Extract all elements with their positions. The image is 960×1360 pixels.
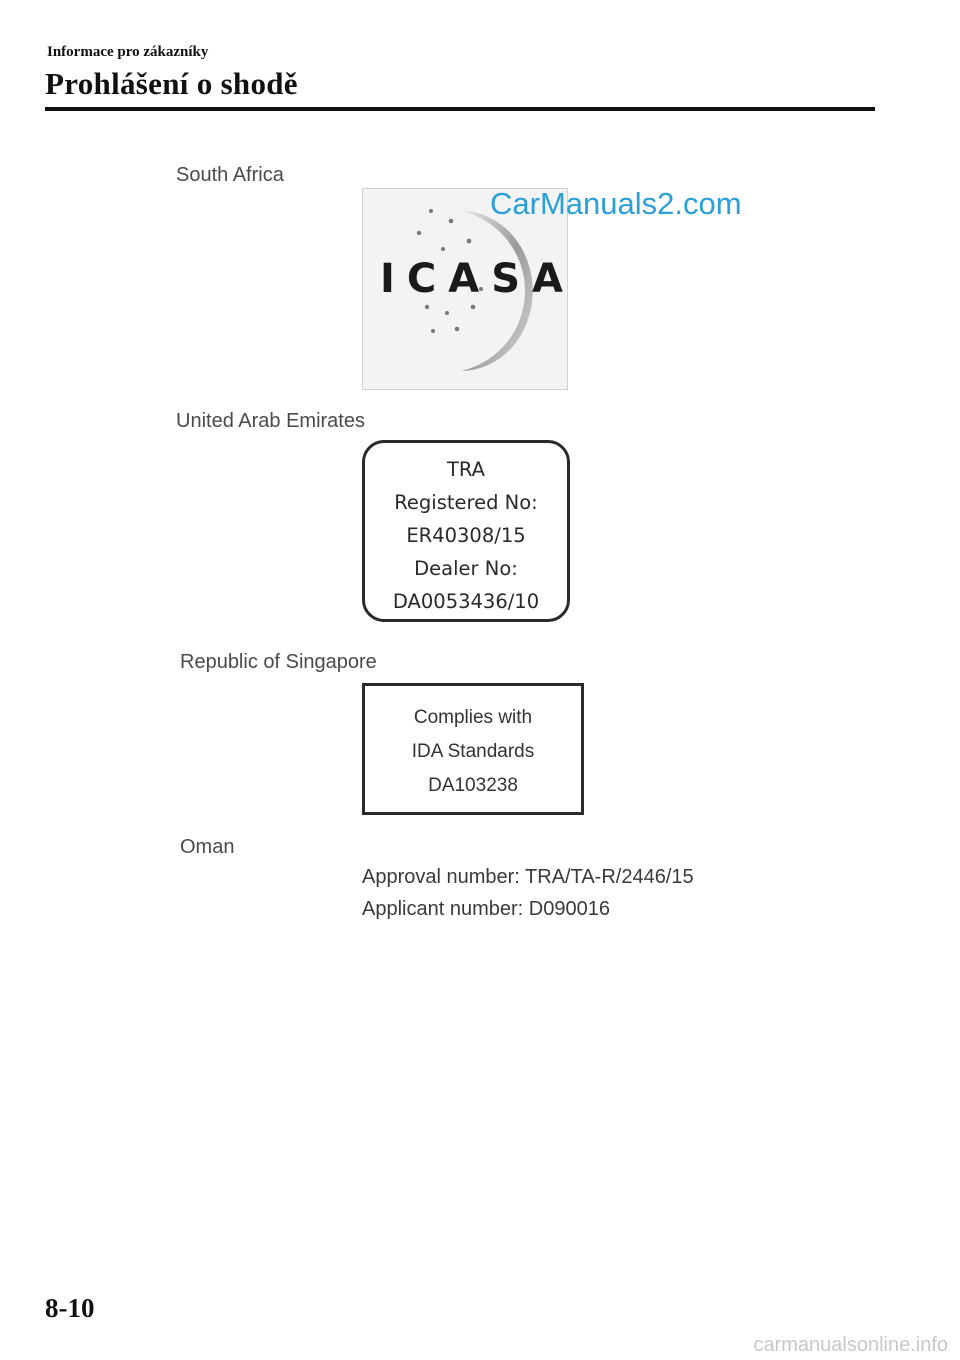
carmanuals-watermark: CarManuals2.com [490,186,742,221]
oman-applicant-number: Applicant number: D090016 [362,898,610,920]
icasa-logo-wordmark: ICASA [380,256,575,302]
tra-line: Registered No: [394,491,538,514]
country-label-oman: Oman [180,836,235,858]
tra-line: ER40308/15 [406,524,526,547]
ida-line: IDA Standards [411,741,535,762]
oman-approval-number: Approval number: TRA/TA-R/2446/15 [362,866,694,888]
country-label-singapore: Republic of Singapore [180,651,377,673]
tra-registration-box [362,440,570,622]
tra-line: TRA [446,458,485,481]
country-label-uae: United Arab Emirates [176,410,365,432]
ida-line: DA103238 [428,775,518,796]
page-number: 8-10 [45,1293,95,1323]
country-label-south-africa: South Africa [176,164,284,186]
tra-line: Dealer No: [414,557,518,580]
title-divider [45,107,875,111]
page-title: Prohlášení o shodě [45,66,298,101]
ida-compliance-box [362,683,584,815]
tra-line: DA0053436/10 [392,590,540,613]
ida-line: Complies with [413,707,533,728]
footer-watermark: carmanualsonline.info [753,1334,948,1356]
section-label: Informace pro zákazníky [47,44,209,60]
